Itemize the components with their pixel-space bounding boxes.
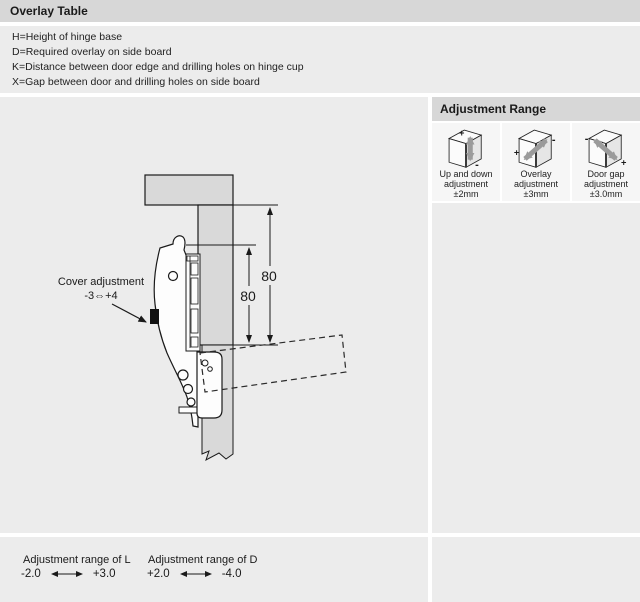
legend-line-h: H=Height of hinge base: [12, 31, 123, 43]
up-down-label-line2: adjustment: [443, 179, 489, 189]
legend-line-k: K=Distance between door edge and drilling holes on hinge cup: [12, 61, 304, 73]
adjustment-icons-row: [432, 123, 640, 201]
adjustment-item-up-down: [432, 123, 500, 201]
cup-hole-1: [202, 360, 208, 366]
minus-sign: -: [551, 133, 556, 146]
screw-hole-bottom-3: [187, 398, 195, 406]
plus-sign: +: [459, 128, 465, 138]
d-max-value: -4.0: [221, 568, 242, 580]
overlay-label-line1: Overlay: [520, 169, 552, 179]
screw-hole-bottom-1: [178, 370, 188, 380]
adjustment-range-d-title: Adjustment range of D: [148, 554, 258, 566]
minus-sign: -: [584, 132, 589, 145]
top-board: [145, 175, 233, 205]
adjustment-range-l-values: [21, 568, 116, 580]
overlay-range: ±3mm: [523, 189, 549, 199]
up-down-adjustment-icon: [435, 125, 497, 169]
legend-line-x: X=Gap between door and drilling holes on side board: [12, 76, 260, 88]
minus-sign: -: [475, 159, 479, 169]
cover-adjustment-screw: [150, 309, 159, 324]
adjustment-range-title: Adjustment Range: [440, 102, 547, 116]
legend-line-d: D=Required overlay on side board: [12, 46, 172, 58]
dim-label-inner: 80: [240, 288, 256, 304]
adjustment-range-l-title: Adjustment range of L: [23, 554, 131, 566]
side-board-upper: [198, 205, 233, 345]
door-gap-label-line1: Door gap: [587, 169, 625, 179]
bottom-right-blank-area: [432, 537, 640, 602]
hinge-technical-drawing: [0, 97, 428, 533]
adjustment-item-overlay: [502, 123, 570, 201]
overlay-label-line2: adjustment: [513, 179, 559, 189]
door-gap-adjustment-icon: [575, 125, 637, 169]
d-min-value: +2.0: [147, 568, 170, 580]
cover-adjustment-label: Cover adjustment: [57, 276, 145, 288]
screw-hole-bottom-2: [184, 385, 193, 394]
overlay-table-title: Overlay Table: [10, 4, 88, 18]
hinge-arm-foot: [179, 407, 197, 413]
plus-sign: +: [513, 147, 520, 158]
door-gap-label-line2: adjustment: [583, 179, 629, 189]
up-down-label-line1: Up and down: [439, 169, 493, 179]
overlay-adjustment-icon: [505, 125, 567, 169]
cover-adjustment-range: -3⇔+4: [84, 290, 118, 302]
dim-label-outer: 80: [261, 268, 277, 284]
double-arrow-icon: [46, 569, 88, 579]
plus-sign: +: [621, 157, 627, 168]
door-gap-range: ±3.0mm: [589, 189, 623, 199]
screw-hole-top: [169, 272, 178, 281]
right-panel-blank-area: [432, 203, 640, 533]
double-arrow-icon: [175, 569, 217, 579]
adjustment-range-header: [432, 97, 640, 121]
adjustment-range-d-values: [147, 568, 242, 580]
overlay-table-header: [0, 0, 640, 22]
legend-section: [0, 26, 640, 93]
up-down-range: ±2mm: [453, 189, 479, 199]
adjustment-item-door-gap: [572, 123, 640, 201]
cover-adjustment-leader-arrow: [112, 304, 146, 322]
adjustment-range-panel: [432, 97, 640, 533]
hinge-drawing-panel: [0, 97, 428, 533]
adjustment-ranges-section: [0, 537, 428, 602]
l-min-value: -2.0: [21, 568, 41, 580]
cup-hole-2: [208, 367, 213, 372]
l-max-value: +3.0: [92, 568, 116, 580]
